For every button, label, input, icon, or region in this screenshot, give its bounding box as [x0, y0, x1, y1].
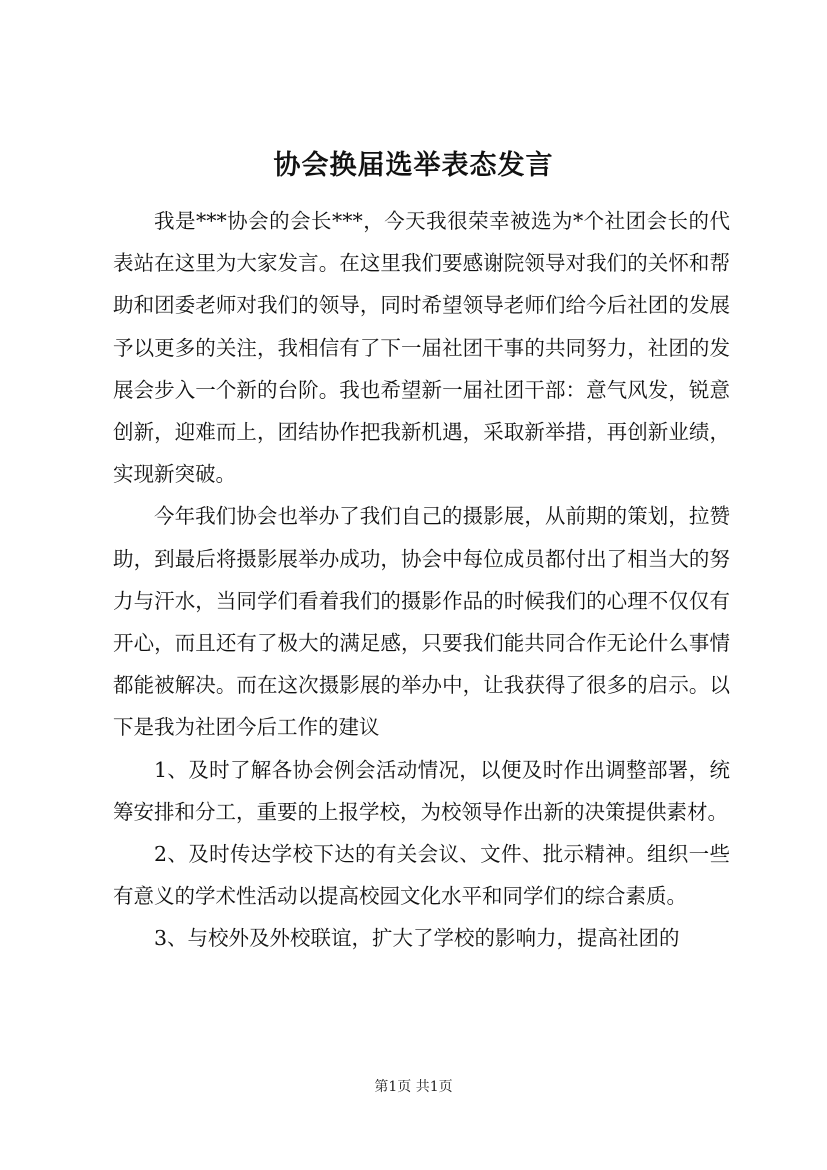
paragraph: 3、与校外及外校联谊，扩大了学校的影响力，提高社团的	[154, 926, 680, 951]
document-title: 协会换届选举表态发言	[273, 150, 554, 181]
paragraph: 2、及时传达学校下达的有关会议、文件、批示精神。组织一些有意义的学术性活动以提高校园文化水平和同学们的综合素质。	[113, 842, 730, 909]
paragraph: 我是***协会的会长***，今天我很荣幸被选为*个社团会长的代表站在这里为大家发言。在这里我们要感谢院领导对我们的关怀和帮助和团委老师对我们的领导，同时希望领导老师们给今后社团的发展予以更多的关注，我相信有了下一届社团干事的共同努力，社团的发展会步入一个新的台阶。我也希望新一届社团干部：意气风发，锐意创新，迎难而上，团结协作把我新机遇，采取新举措，再创新业绩，实现新突破。	[113, 209, 730, 487]
paragraph: 1、及时了解各协会例会活动情况，以便及时作出调整部署，统筹安排和分工，重要的上报学校，为校领导作出新的决策提供素材。	[113, 757, 730, 824]
document-body	[113, 200, 730, 960]
page-footer: 第1页 共1页	[374, 1079, 453, 1095]
paragraph: 今年我们协会也举办了我们自己的摄影展，从前期的策划，拉赞助，到最后将摄影展举办成功，协会中每位成员都付出了相当大的努力与汗水，当同学们看着我们的摄影作品的时候我们的心理不仅仅有开心，而且还有了极大的满足感，只要我们能共同合作无论什么事情都能被解决。而在这次摄影展的举办中，让我获得了很多的启示。以下是我为社团今后工作的建议	[113, 504, 730, 740]
